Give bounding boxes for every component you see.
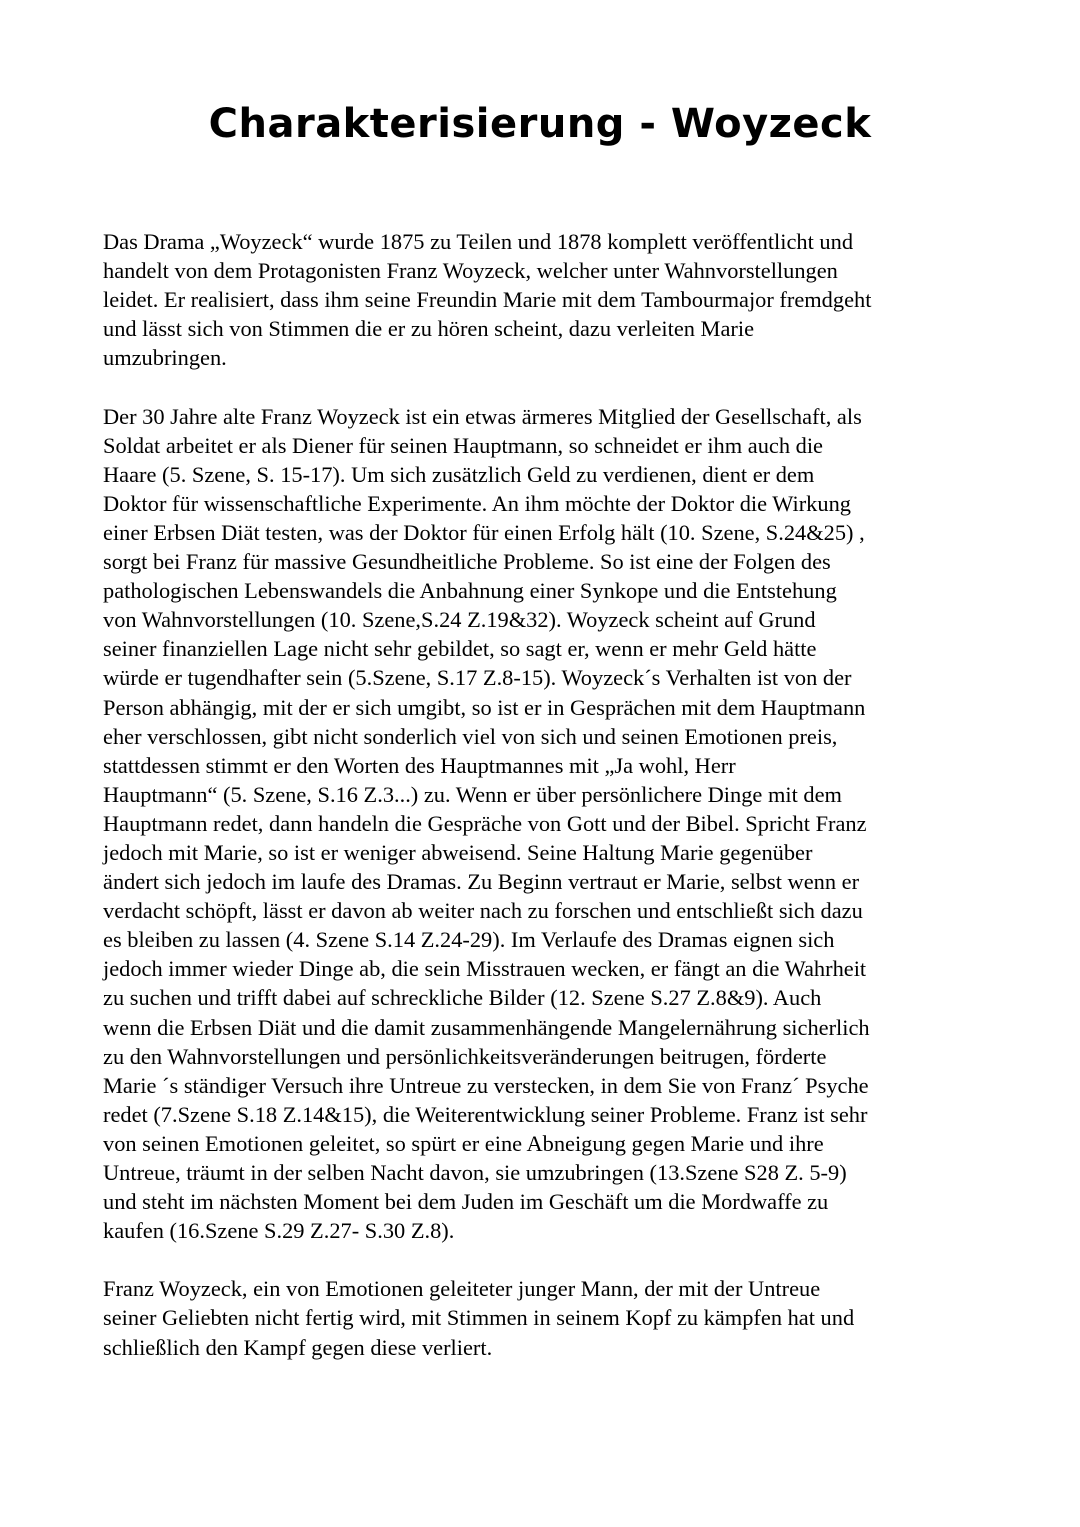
text-line: verdacht schöpft, lässt er davon ab weiter nach zu forschen und entschließt sich dazu (103, 898, 863, 924)
text-line: kaufen (16.Szene S.29 Z.27- S.30 Z.8). (103, 1218, 455, 1244)
text-line: es bleiben zu lassen (4. Szene S.14 Z.24-29). Im Verlaufe des Dramas eignen sich (103, 927, 835, 953)
text-line: einer Erbsen Diät testen, was der Doktor für einen Erfolg hält (10. Szene, S.24&25) , (103, 519, 865, 545)
text-line: Hauptmann redet, dann handeln die Gespräche von Gott und der Bibel. Spricht Franz (103, 810, 867, 836)
page-title: Charakterisierung - Woyzeck (208, 101, 872, 147)
text-line: Doktor für wissenschaftliche Experimente. An ihm möchte der Doktor die Wirkung (103, 490, 851, 516)
text-line: wenn die Erbsen Diät und die damit zusammenhängende Mangelernährung sicherlich (103, 1014, 870, 1040)
text-line: Haare (5. Szene, S. 15-17). Um sich zusätzlich Geld zu verdienen, dient er dem (103, 461, 815, 487)
text-line: Person abhängig, mit der er sich umgibt, so ist er in Gesprächen mit dem Hauptmann (103, 694, 866, 720)
document-body (103, 227, 983, 1391)
text-line: schließlich den Kampf gegen diese verliert. (103, 1334, 493, 1360)
text-line: von Wahnvorstellungen (10. Szene,S.24 Z.19&32). Woyzeck scheint auf Grund (103, 607, 816, 633)
text-line: Das Drama „Woyzeck“ wurde 1875 zu Teilen und 1878 komplett veröffentlicht und (103, 229, 854, 254)
text-line: umzubringen. (103, 345, 227, 371)
paragraph-introduction (103, 227, 983, 372)
text-line: zu suchen und trifft dabei auf schreckliche Bilder (12. Szene S.27 Z.8&9). Auch (103, 985, 822, 1011)
text-line: Marie ´s ständiger Versuch ihre Untreue zu verstecken, in dem Sie von Franz´ Psyche (103, 1072, 869, 1098)
text-line: und steht im nächsten Moment bei dem Juden im Geschäft um die Mordwaffe zu (103, 1189, 829, 1215)
text-line: würde er tugendhafter sein (5.Szene, S.17 Z.8-15). Woyzeck´s Verhalten ist von der (103, 665, 852, 691)
text-line: Franz Woyzeck, ein von Emotionen geleiteter junger Mann, der mit der Untreue (103, 1276, 821, 1302)
text-line: handelt von dem Protagonisten Franz Woyzeck, welcher unter Wahnvorstellungen (103, 258, 838, 284)
text-line: pathologischen Lebenswandels die Anbahnung einer Synkope und die Entstehung (103, 578, 837, 604)
text-line: zu den Wahnvorstellungen und persönlichkeitsveränderungen beitrugen, förderte (103, 1043, 827, 1069)
text-line: redet (7.Szene S.18 Z.14&15), die Weiterentwicklung seiner Probleme. Franz ist sehr (103, 1101, 868, 1127)
paragraph-main (103, 402, 983, 1246)
text-line: seiner Geliebten nicht fertig wird, mit Stimmen in seinem Kopf zu kämpfen hat und (103, 1305, 855, 1331)
text-line: eher verschlossen, gibt nicht sonderlich viel von sich und seinen Emotionen preis, (103, 723, 838, 749)
text-line: Der 30 Jahre alte Franz Woyzeck ist ein etwas ärmeres Mitglied der Gesellschaft, als (103, 403, 862, 429)
text-line: jedoch immer wieder Dinge ab, die sein Misstrauen wecken, er fängt an die Wahrheit (103, 956, 867, 982)
text-line: jedoch mit Marie, so ist er weniger abweisend. Seine Haltung Marie gegenüber (103, 839, 813, 865)
text-line: stattdessen stimmt er den Worten des Hauptmannes mit „Ja wohl, Herr (103, 752, 736, 778)
text-line: Hauptmann“ (5. Szene, S.16 Z.3...) zu. Wenn er über persönlichere Dinge mit dem (103, 781, 842, 807)
paragraph-conclusion (103, 1274, 983, 1361)
text-line: von seinen Emotionen geleitet, so spürt er eine Abneigung gegen Marie und ihre (103, 1130, 824, 1156)
text-line: Untreue, träumt in der selben Nacht davon, sie umzubringen (13.Szene S28 Z. 5-9) (103, 1160, 847, 1185)
text-line: leidet. Er realisiert, dass ihm seine Freundin Marie mit dem Tambourmajor fremdgeht (103, 287, 872, 313)
text-line: seiner finanziellen Lage nicht sehr gebildet, so sagt er, wenn er mehr Geld hätte (103, 636, 817, 662)
text-line: ändert sich jedoch im laufe des Dramas. Zu Beginn vertraut er Marie, selbst wenn er (103, 869, 860, 895)
text-line: sorgt bei Franz für massive Gesundheitliche Probleme. So ist eine der Folgen des (103, 549, 831, 575)
text-line: Soldat arbeitet er als Diener für seinen Hauptmann, so schneidet er ihm auch die (103, 432, 823, 458)
text-line: und lässt sich von Stimmen die er zu hören scheint, dazu verleiten Marie (103, 316, 755, 342)
